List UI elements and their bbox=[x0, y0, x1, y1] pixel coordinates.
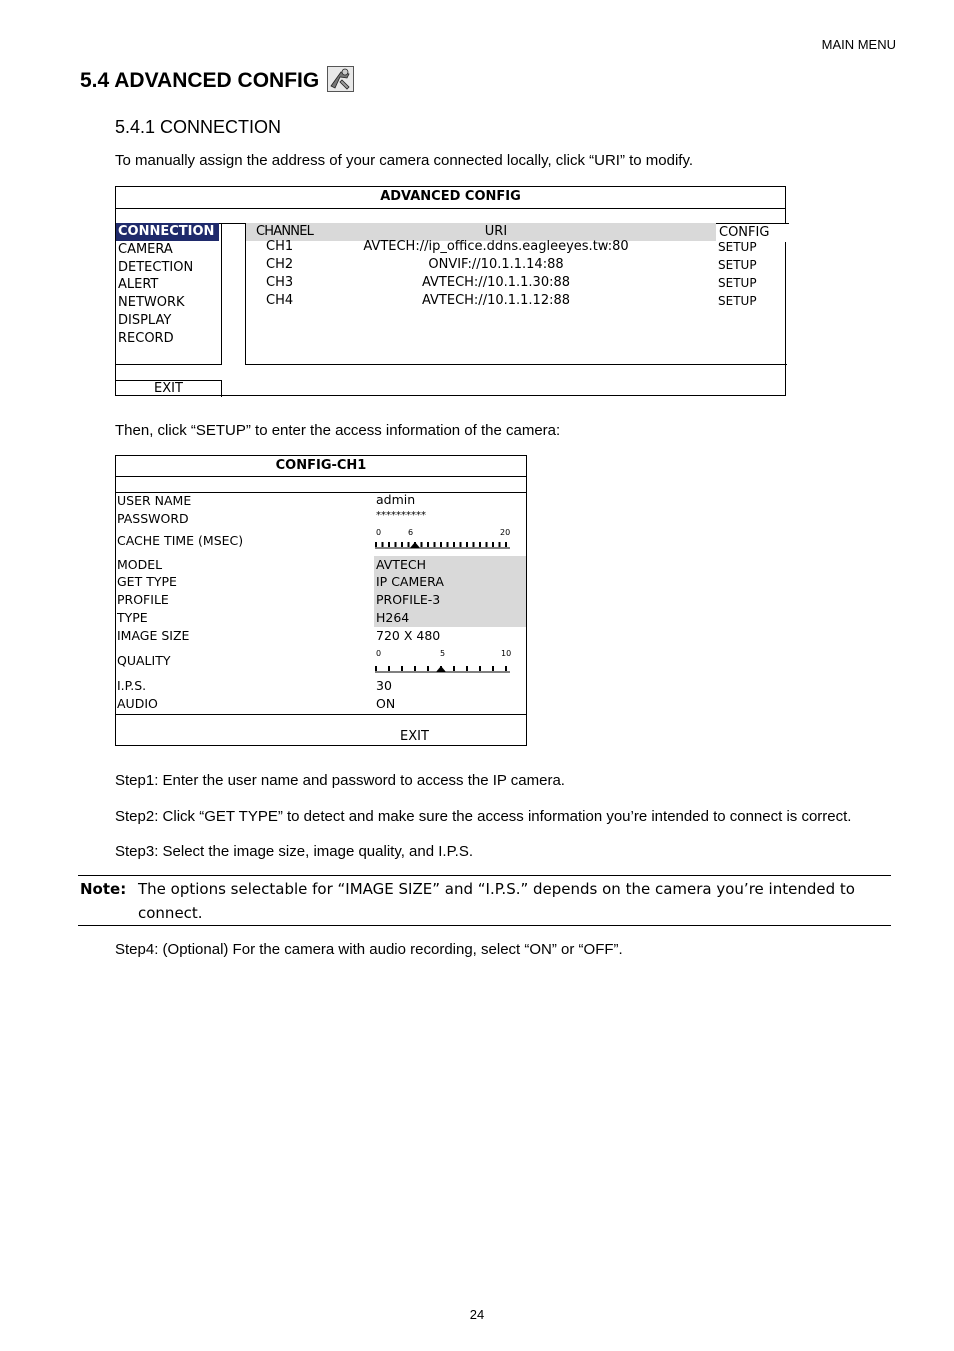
config-ch1-screen bbox=[115, 455, 527, 746]
column-config: CONFIG bbox=[716, 223, 789, 242]
step-1: Step1: Enter the user name and password to access the IP camera. bbox=[115, 772, 565, 789]
section-heading: 5.4 ADVANCED CONFIG bbox=[80, 69, 320, 92]
table-row bbox=[246, 292, 787, 310]
column-channel: CHANNEL bbox=[256, 224, 314, 239]
menu-item-network[interactable]: NETWORK bbox=[118, 295, 185, 311]
setup-button[interactable]: SETUP bbox=[718, 276, 757, 290]
model-label: MODEL bbox=[117, 557, 163, 572]
advanced-config-icon bbox=[327, 66, 354, 92]
step-3: Step3: Select the image size, image quality, and I.P.S. bbox=[115, 843, 473, 860]
running-header: MAIN MENU bbox=[821, 37, 896, 52]
advanced-config-title: ADVANCED CONFIG bbox=[116, 187, 785, 209]
audio-value[interactable]: ON bbox=[376, 696, 396, 711]
table-row bbox=[246, 274, 787, 292]
user-name-label: USER NAME bbox=[117, 493, 192, 508]
note-label: Note: bbox=[80, 880, 127, 898]
menu-item-alert[interactable]: ALERT bbox=[118, 277, 159, 293]
uri-cell[interactable]: AVTECH://10.1.1.30:88 bbox=[421, 275, 571, 290]
table-row bbox=[246, 238, 787, 256]
uri-cell[interactable]: AVTECH://ip_office.ddns.eagleeyes.tw:80 bbox=[363, 239, 629, 254]
step-2: Step2: Click “GET TYPE” to detect and make sure the access information you’re intended to connect is correct. bbox=[115, 808, 852, 825]
channel-cell: CH4 bbox=[266, 293, 294, 308]
menu-item-display[interactable]: DISPLAY bbox=[118, 312, 172, 328]
setup-instruction: Then, click “SETUP” to enter the access information of the camera: bbox=[115, 422, 561, 439]
uri-cell[interactable]: AVTECH://10.1.1.12:88 bbox=[421, 293, 571, 308]
slider-ticks bbox=[376, 542, 506, 547]
note-rule-bottom bbox=[78, 925, 891, 926]
channel-cell: CH1 bbox=[266, 239, 294, 254]
user-name-value[interactable]: admin bbox=[376, 492, 416, 507]
slider-thumb[interactable] bbox=[436, 666, 446, 672]
setup-button[interactable]: SETUP bbox=[718, 240, 757, 254]
exit-button[interactable]: EXIT bbox=[400, 729, 429, 744]
menu-item-connection[interactable]: CONNECTION bbox=[116, 223, 219, 241]
channel-cell: CH3 bbox=[266, 275, 294, 290]
type-value: H264 bbox=[376, 610, 410, 625]
menu-item-record[interactable]: RECORD bbox=[118, 330, 174, 346]
config-menu bbox=[116, 223, 222, 365]
menu-item-camera[interactable]: CAMERA bbox=[118, 241, 173, 257]
quality-slider[interactable] bbox=[374, 648, 514, 678]
ips-label: I.P.S. bbox=[117, 678, 147, 693]
slider-max-label: 10 bbox=[501, 649, 512, 658]
page-number: 24 bbox=[469, 1307, 485, 1322]
intro-paragraph: To manually assign the address of your camera connected locally, click “URI” to modify. bbox=[115, 152, 694, 169]
connection-table bbox=[245, 223, 787, 365]
profile-value: PROFILE-3 bbox=[376, 592, 441, 607]
advanced-config-screen bbox=[115, 186, 786, 396]
menu-item-detection[interactable]: DETECTION bbox=[118, 259, 194, 275]
setup-button[interactable]: SETUP bbox=[718, 258, 757, 272]
cache-time-label: CACHE TIME (MSEC) bbox=[117, 533, 244, 548]
setup-button[interactable]: SETUP bbox=[718, 294, 757, 308]
note-rule-top bbox=[78, 875, 891, 876]
slider-thumb[interactable] bbox=[410, 542, 420, 548]
table-row bbox=[246, 256, 787, 274]
slider-mid-label: 5 bbox=[440, 649, 446, 658]
slider-mid-label: 6 bbox=[408, 528, 414, 537]
type-label: TYPE bbox=[117, 610, 148, 625]
model-value: AVTECH bbox=[376, 557, 426, 572]
channel-cell: CH2 bbox=[266, 257, 294, 272]
slider-min-label: 0 bbox=[376, 528, 382, 537]
column-uri: URI bbox=[484, 224, 508, 239]
get-type-value: IP CAMERA bbox=[376, 574, 444, 589]
ips-value[interactable]: 30 bbox=[376, 678, 392, 693]
get-type-label[interactable]: GET TYPE bbox=[117, 574, 177, 589]
quality-label: QUALITY bbox=[117, 653, 171, 668]
audio-label: AUDIO bbox=[117, 696, 158, 711]
password-label: PASSWORD bbox=[117, 511, 189, 526]
config-ch1-title: CONFIG-CH1 bbox=[116, 456, 526, 477]
image-size-label: IMAGE SIZE bbox=[117, 628, 190, 643]
exit-button[interactable]: EXIT bbox=[116, 380, 222, 397]
profile-label: PROFILE bbox=[117, 592, 169, 607]
slider-max-label: 20 bbox=[500, 528, 511, 537]
password-value[interactable]: ********** bbox=[376, 510, 426, 521]
uri-cell[interactable]: ONVIF://10.1.1.14:88 bbox=[428, 257, 564, 272]
note-text: The options selectable for “IMAGE SIZE” and “I.P.S.” depends on the camera you’re intended to connect. bbox=[138, 880, 855, 922]
cache-time-slider[interactable] bbox=[374, 526, 514, 558]
step-4: Step4: (Optional) For the camera with audio recording, select “ON” or “OFF”. bbox=[115, 941, 623, 958]
subsection-heading: 5.4.1 CONNECTION bbox=[115, 117, 282, 137]
slider-min-label: 0 bbox=[376, 649, 382, 658]
image-size-value[interactable]: 720 X 480 bbox=[376, 628, 441, 643]
